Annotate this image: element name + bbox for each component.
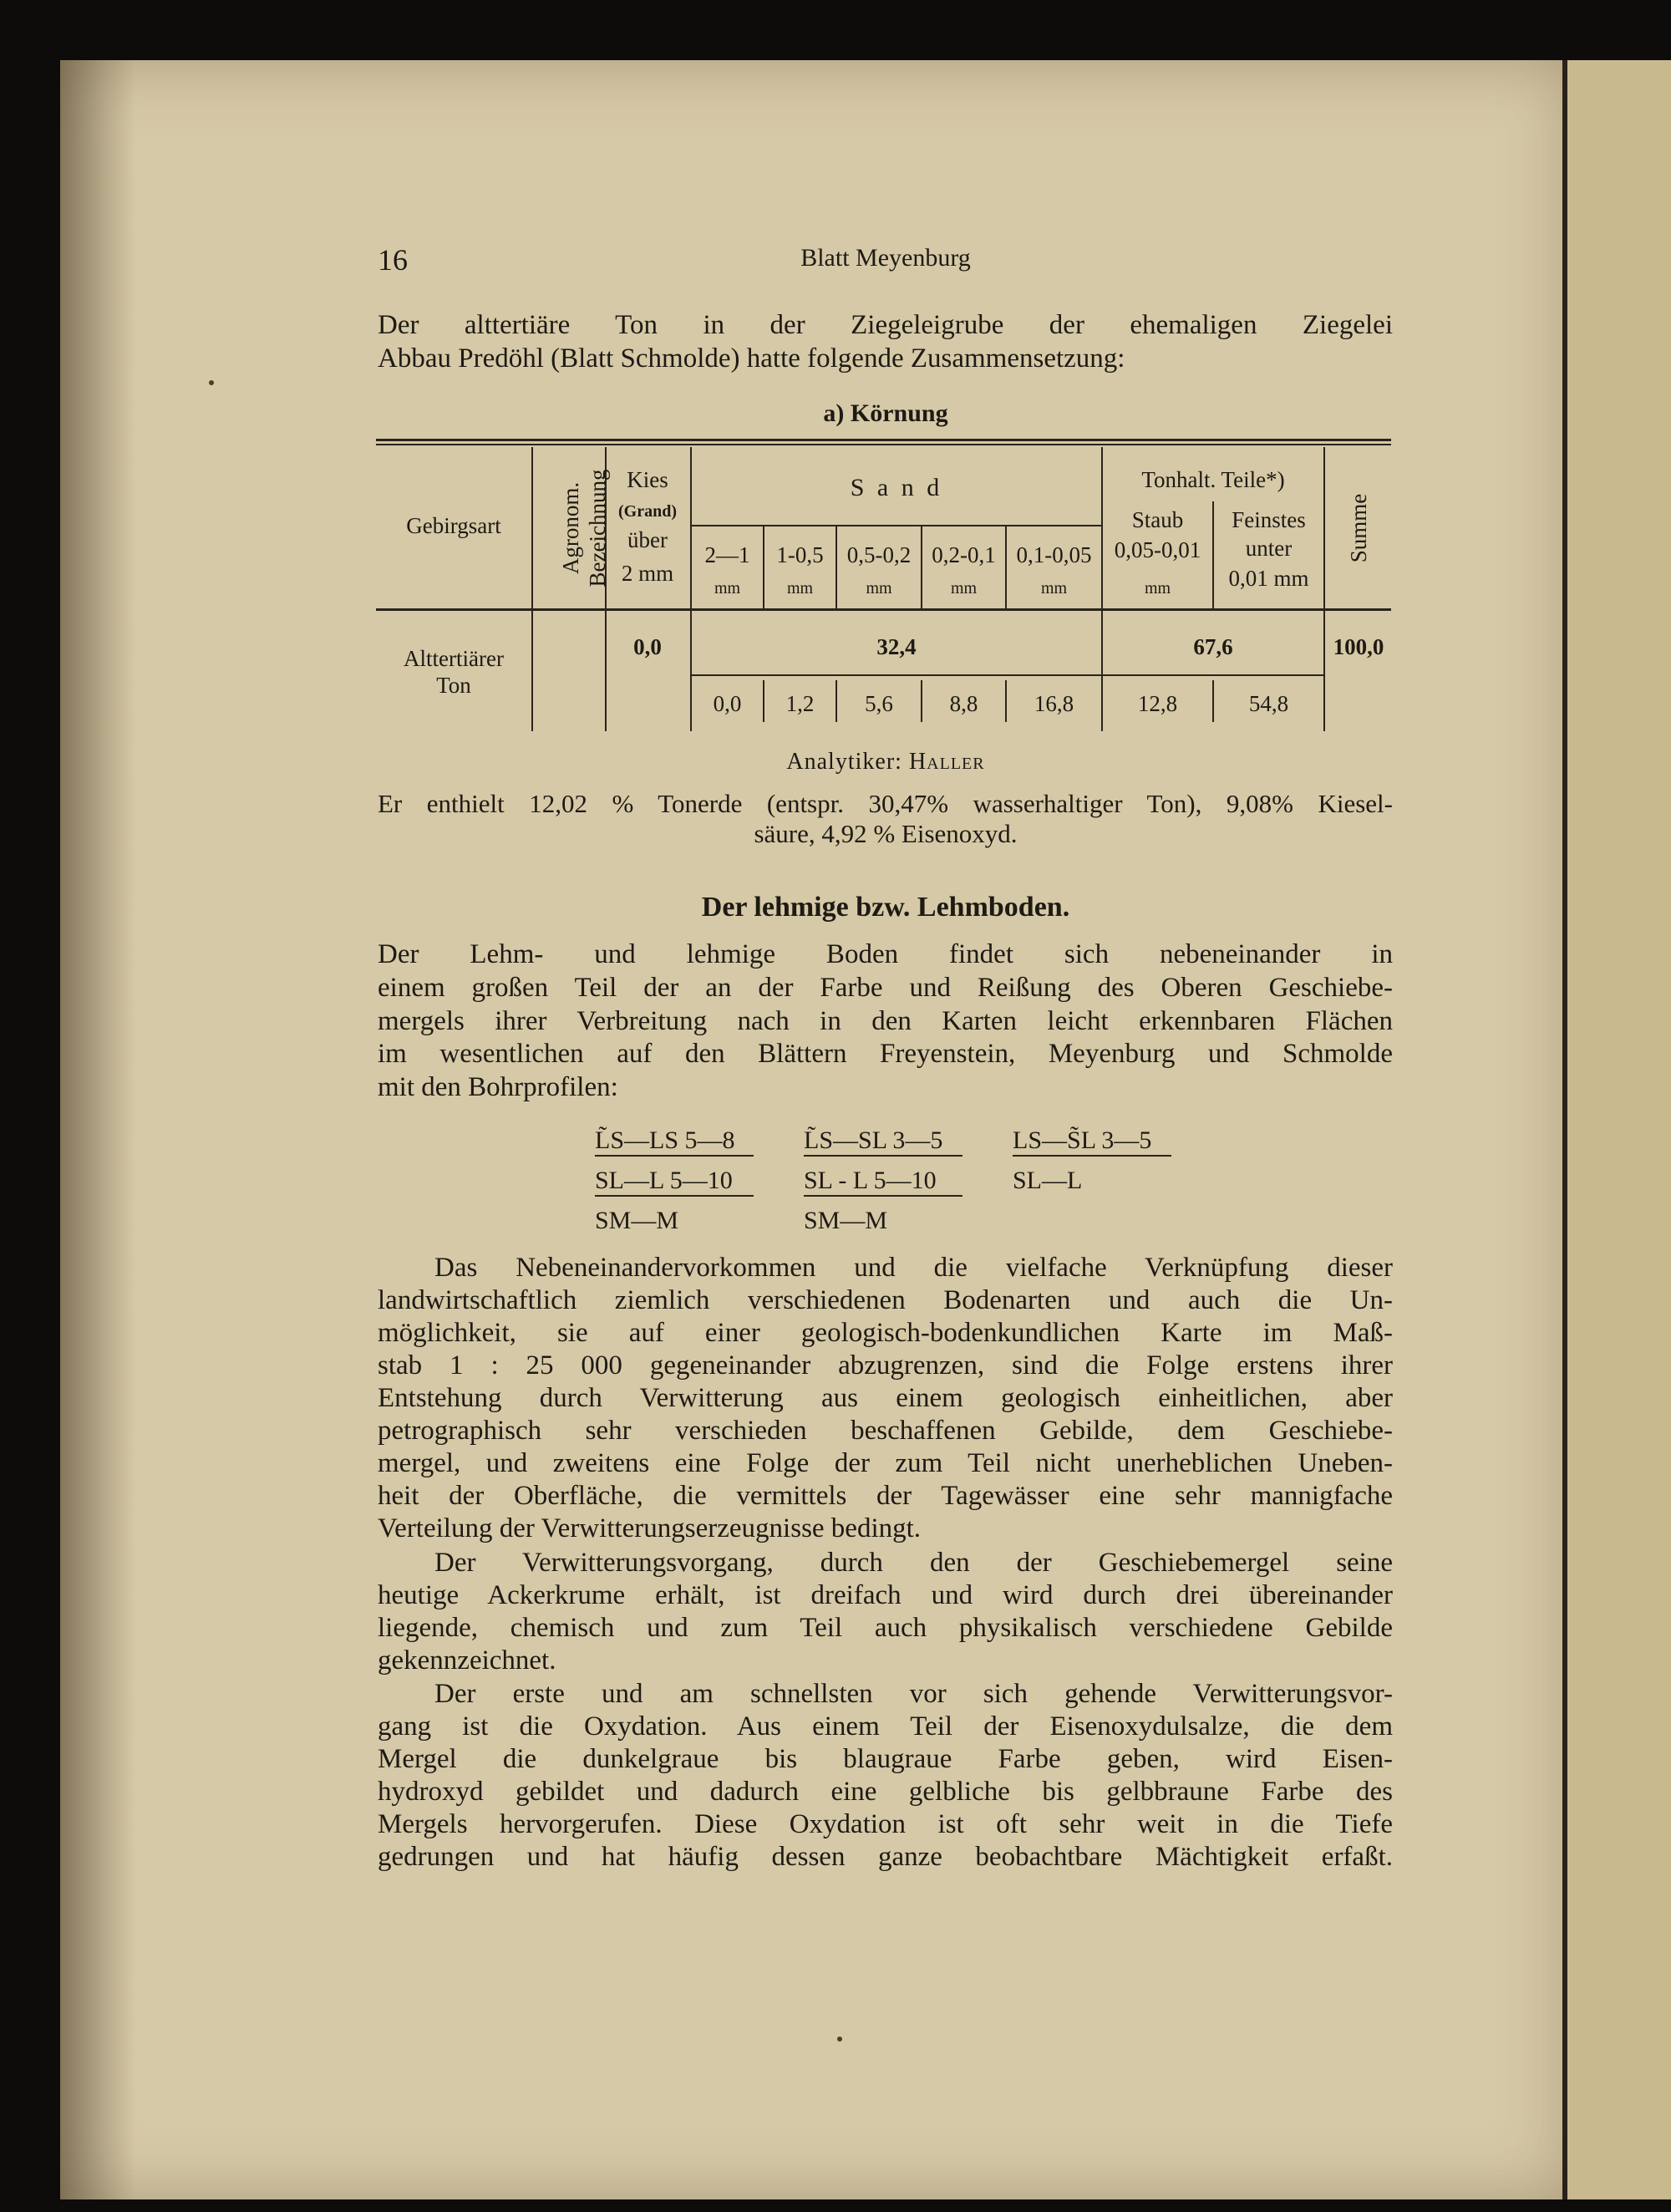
chem-pct-3: % xyxy=(1272,789,1293,818)
analyst-label: Analytiker: xyxy=(786,749,902,775)
p1-line-1: Der Lehm- und lehmige Boden findet sich nebeneinander in xyxy=(378,939,1393,969)
p1-line-3: mergels ihrer Verbreitung nach in den Karten leicht erkennbaren Flächen xyxy=(378,1006,1393,1036)
p3-line-3: liegende, chemisch und zum Teil auch physikalisch verschiedene Gebilde xyxy=(378,1613,1393,1643)
table-caption: a) Körnung xyxy=(823,399,948,427)
intro-line-2: Abbau Predöhl (Blatt Schmolde) hatte folgende Zusammensetzung: xyxy=(378,343,1125,374)
sand-col-5-range: 0,1-0,05 xyxy=(1016,542,1092,567)
analyst-name: Haller xyxy=(908,749,985,775)
row-feinstes: 54,8 xyxy=(1248,691,1289,716)
p2-line-7: mergel, und zweitens eine Folge der zum Teil nicht unerheblichen Uneben- xyxy=(378,1448,1393,1478)
sand-col-5-unit: mm xyxy=(1040,579,1068,597)
chem-1a: Er enthielt 12,02 xyxy=(378,789,587,818)
p1-line-4: im wesentlichen auf den Blättern Freyenstein, Meyenburg und Schmolde xyxy=(378,1039,1393,1069)
p2-line-1: Das Nebeneinandervorkommen und die vielfache Verknüpfung dieser xyxy=(434,1253,1393,1283)
p2-line-8: heit der Oberfläche, die vermittels der Tagewässer eine sehr mannigfache xyxy=(378,1481,1393,1511)
sand-col-4-unit: mm xyxy=(950,579,978,597)
sand-col-4-range: 0,2-0,1 xyxy=(932,542,996,567)
p1-line-5: mit den Bohrprofilen: xyxy=(378,1072,618,1102)
page-number: 16 xyxy=(378,243,408,277)
p2-line-4: stab 1 : 25 000 gegeneinander abzugrenzen, sind die Folge erstens ihrer xyxy=(378,1350,1393,1381)
row-staub: 12,8 xyxy=(1137,691,1178,716)
p3-line-1: Der Verwitterungsvorgang, durch den der Geschiebemergel seine xyxy=(434,1548,1393,1578)
table-top-rule-2 xyxy=(376,444,1391,445)
row-sand-total: 32,4 xyxy=(876,634,917,659)
row-gebirgsart-2: Ton xyxy=(436,673,471,698)
p2-line-9: Verteilung der Verwitterungserzeugnisse bedingt. xyxy=(378,1513,922,1543)
facing-page-edge xyxy=(1562,60,1671,2199)
chem-1c: wasserhaltiger Ton), 9,08 xyxy=(973,789,1272,818)
p3-line-4: gekennzeichnet. xyxy=(378,1645,556,1676)
section-heading: Der lehmige bzw. Lehmboden. xyxy=(701,892,1070,923)
header-tonhalt: Tonhalt. Teile*) xyxy=(1141,467,1285,492)
p4-line-6: gedrungen und hat häufig dessen ganze beobachtbare Mächtigkeit erfaßt. xyxy=(378,1842,1393,1872)
header-agronom-1: Agronom. xyxy=(558,481,583,575)
page-spine-shadow xyxy=(60,60,135,2199)
header-feinstes-3: 0,01 mm xyxy=(1228,566,1309,591)
col-divider-1 xyxy=(531,447,533,731)
header-kies-1: Kies xyxy=(627,467,668,492)
row-sand-4: 8,8 xyxy=(949,691,978,716)
p3-line-2: heutige Ackerkrume erhält, ist dreifach und wird durch drei übereinander xyxy=(378,1580,1393,1610)
p2-line-5: Entstehung durch Verwitterung aus einem geologisch einheitlichen, aber xyxy=(378,1383,1393,1413)
totals-rule xyxy=(692,674,1323,676)
header-agronom-2: Bezeichnung xyxy=(585,469,610,587)
chem-pct-4: % xyxy=(873,819,896,848)
profile-3-a: LS—S̃L 3—5 xyxy=(1013,1126,1171,1157)
sand-col-3-unit: mm xyxy=(866,579,892,597)
chem-pct-1: % xyxy=(612,789,634,818)
running-title: Blatt Meyenburg xyxy=(800,244,971,272)
profile-2-a: L̃S—SL 3—5 xyxy=(804,1126,962,1157)
header-staub-1: Staub xyxy=(1131,507,1184,532)
header-staub-2: 0,05-0,01 xyxy=(1114,537,1201,562)
chem-1d: Kiesel- xyxy=(1318,789,1393,818)
profile-1-b: SL—L 5—10 xyxy=(595,1167,754,1197)
p1-line-2: einem großen Teil der an der Farbe und Reißung des Oberen Geschiebe- xyxy=(378,973,1393,1003)
p4-line-3: Mergel die dunkelgraue bis blaugraue Farbe geben, wird Eisen- xyxy=(378,1744,1393,1774)
profile-1-a: L̃S—LS 5—8 xyxy=(595,1126,754,1157)
header-gebirgsart: Gebirgsart xyxy=(406,513,501,538)
row-tonhalt-total: 67,6 xyxy=(1193,634,1233,659)
p4-line-1: Der erste und am schnellsten vor sich gehende Verwitterungsvor- xyxy=(434,1679,1393,1709)
chem-line-2 xyxy=(501,819,1270,849)
sand-col-1-unit: mm xyxy=(714,579,741,597)
header-sand: S a n d xyxy=(850,474,943,501)
row-summe: 100,0 xyxy=(1333,634,1384,659)
header-feinstes-2: unter xyxy=(1245,536,1293,561)
col-divider-5 xyxy=(1323,447,1325,731)
header-kies-2: (Grand) xyxy=(618,502,677,521)
sand-col-2-range: 1-0,5 xyxy=(776,542,824,567)
header-kies-4: 2 mm xyxy=(621,561,674,586)
header-summe: Summe xyxy=(1346,493,1371,563)
intro-line-1: Der alttertiäre Ton in der Ziegeleigrube der ehemaligen Ziegelei xyxy=(378,310,1393,340)
row-sand-2: 1,2 xyxy=(785,691,815,716)
sand-col-3-range: 0,5-0,2 xyxy=(846,542,912,567)
sand-col-1-range: 2—1 xyxy=(704,542,750,567)
chem-pct-2: % xyxy=(927,789,949,818)
table-header-rule xyxy=(376,608,1391,611)
p2-line-2: landwirtschaftlich ziemlich verschiedenen Bodenarten und auch die Un- xyxy=(378,1285,1393,1315)
p2-line-3: möglichkeit, sie auf einer geologisch-bodenkundlichen Karte im Maß- xyxy=(378,1318,1393,1348)
profile-3-b: SL—L xyxy=(1013,1167,1083,1194)
header-feinstes-1: Feinstes xyxy=(1232,507,1306,532)
header-staub-3: mm xyxy=(1144,579,1171,597)
chem-2b: Eisenoxyd. xyxy=(901,819,1018,848)
p4-line-5: Mergels hervorgerufen. Diese Oxydation ist oft sehr weit in die Tiefe xyxy=(378,1809,1393,1839)
row-kies: 0,0 xyxy=(633,634,662,659)
sand-col-2-unit: mm xyxy=(786,579,814,597)
chem-2a: säure, 4,92 xyxy=(754,819,867,848)
p2-line-6: petrographisch sehr verschieden beschaffenen Gebilde, dem Geschiebe- xyxy=(378,1416,1393,1446)
paper-speck xyxy=(837,2037,842,2042)
chem-line-1 xyxy=(378,787,1393,820)
p4-line-2: gang ist die Oxydation. Aus einem Teil der Eisenoxydulsalze, die dem xyxy=(378,1711,1393,1742)
sand-subheader-rule xyxy=(692,525,1101,526)
row-gebirgsart-1: Alttertiärer xyxy=(404,646,504,671)
profile-1-c: SM—M xyxy=(595,1207,679,1234)
chem-1b: Tonerde (entspr. 30,47 xyxy=(658,789,927,818)
p4-line-4: hydroxyd gebildet und dadurch eine gelbliche bis gelbbraune Farbe des xyxy=(378,1777,1393,1807)
header-kies-3: über xyxy=(627,527,668,552)
profile-2-c: SM—M xyxy=(804,1207,888,1234)
analyst-line xyxy=(668,749,1103,775)
row-sand-1: 0,0 xyxy=(713,691,742,716)
profile-2-b: SL - L 5—10 xyxy=(804,1167,962,1197)
table-top-rule xyxy=(376,439,1391,441)
row-sand-5: 16,8 xyxy=(1034,691,1074,716)
paper-speck xyxy=(209,380,214,385)
row-sand-3: 5,6 xyxy=(865,691,893,716)
